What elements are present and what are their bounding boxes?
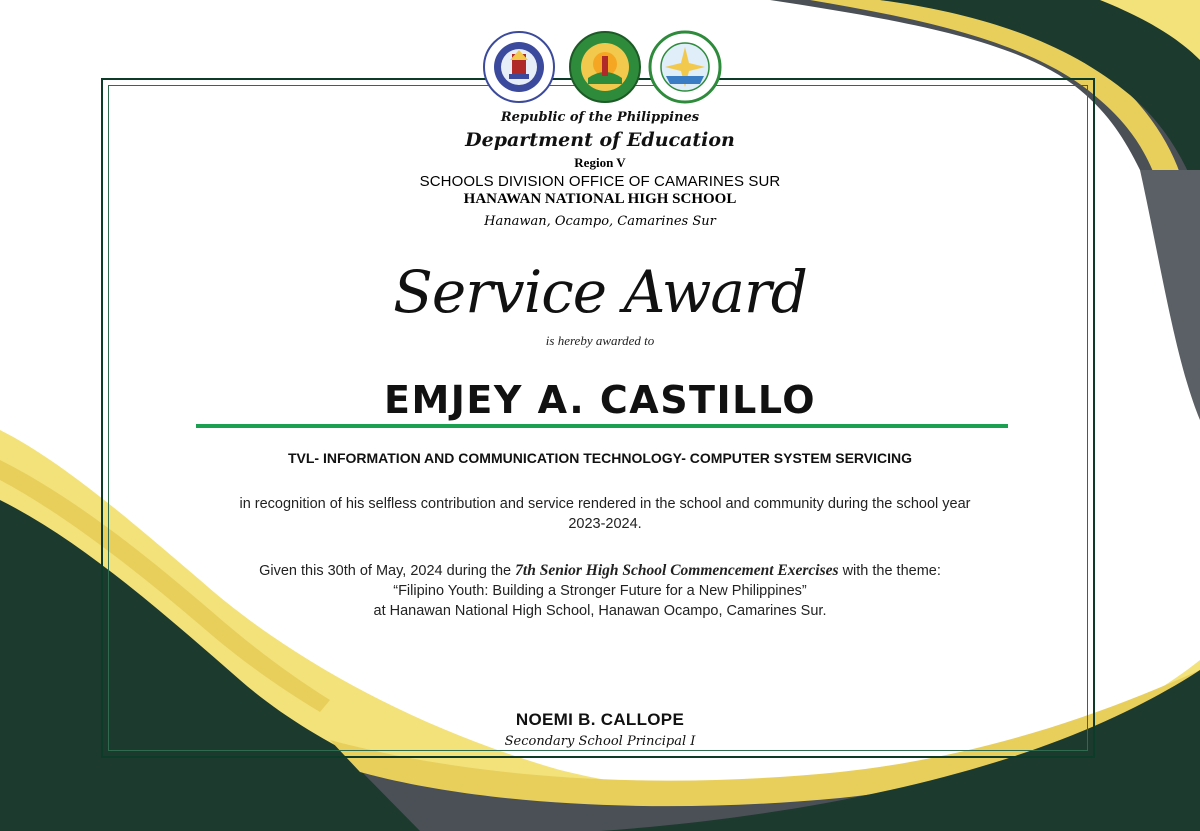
awarded-to-line: is hereby awarded to	[545, 333, 655, 348]
recipient-name: EMJEY A. CASTILLO	[384, 378, 816, 422]
strand-line: TVL- INFORMATION AND COMMUNICATION TECHNOLOGY- COMPUTER SYSTEM SERVICING	[287, 450, 913, 466]
venue-line: at Hanawan National High School, Hanawan Ocampo, Camarines Sur.	[373, 603, 827, 619]
school-address: Hanawan, Ocampo, Camarines Sur	[484, 214, 716, 229]
given-prefix: Given this 30th of May, 2024 during the	[259, 563, 512, 579]
school-seal-icon	[648, 30, 722, 104]
award-title: Service Award	[393, 258, 807, 326]
right-grey-band	[1140, 170, 1200, 420]
division-line: SCHOOLS DIVISION OFFICE OF CAMARINES SUR	[419, 173, 781, 190]
division-seal-icon	[568, 30, 642, 104]
deped-seal-icon	[482, 30, 556, 104]
recognition-line-1: in recognition of his selfless contribution and service rendered in the school and community during the school year	[239, 496, 971, 512]
republic-line: Republic of the Philippines	[500, 110, 700, 125]
event-name: 7th Senior High School Commencement Exercises	[515, 562, 839, 579]
given-text	[170, 561, 1030, 621]
signatory-name: NOEMI B. CALLOPE	[515, 710, 685, 729]
school-name: HANAWAN NATIONAL HIGH SCHOOL	[463, 191, 737, 207]
given-line	[170, 561, 1030, 581]
recognition-text	[190, 494, 1020, 534]
theme-line: “Filipino Youth: Building a Stronger Future for a New Philippines”	[393, 583, 807, 599]
recognition-line-2: 2023-2024.	[568, 516, 642, 532]
region-line: Region V	[574, 155, 626, 170]
department-line: Department of Education	[465, 129, 735, 151]
seal-row	[482, 30, 722, 108]
given-suffix: with the theme:	[842, 563, 941, 579]
signatory-position: Secondary School Principal I	[504, 734, 696, 749]
recipient-underline	[196, 424, 1008, 428]
